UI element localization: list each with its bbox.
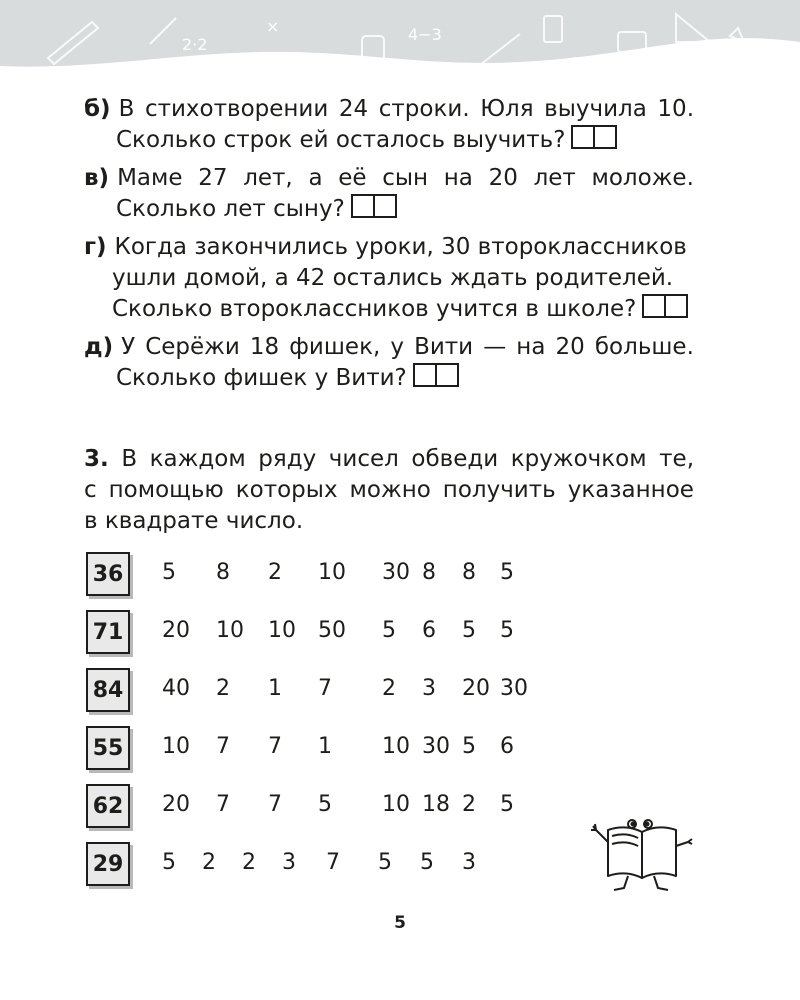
word: лет, xyxy=(243,165,293,191)
row-number[interactable]: 5 xyxy=(318,792,332,817)
task-g-line-2 xyxy=(84,263,694,294)
task-g xyxy=(84,232,694,325)
word: лет xyxy=(533,165,576,191)
answer-box[interactable] xyxy=(413,363,459,387)
word: ряду xyxy=(258,446,317,472)
task-b-line-1 xyxy=(84,94,694,125)
word: строки. xyxy=(378,96,470,122)
task-g-line-3 xyxy=(84,294,694,325)
target-number-box: 29 xyxy=(86,842,130,886)
row-number[interactable]: 30 xyxy=(382,560,410,585)
row-number[interactable]: 2 xyxy=(462,792,476,817)
row-number[interactable]: 5 xyxy=(462,618,476,643)
word: у xyxy=(390,334,404,360)
row-number[interactable]: 8 xyxy=(422,560,436,585)
task-g-line-1 xyxy=(84,232,694,263)
row-number[interactable]: 7 xyxy=(268,734,282,759)
row-number[interactable]: 5 xyxy=(500,560,514,585)
target-number-box: 71 xyxy=(86,610,130,654)
word: 18 xyxy=(249,334,280,360)
row-number[interactable]: 5 xyxy=(378,850,392,875)
doodle-text: 1+6 xyxy=(572,55,598,69)
exercise-3-instructions xyxy=(84,444,694,537)
word: с xyxy=(84,477,97,503)
word: на xyxy=(516,334,546,360)
target-number-box: 36 xyxy=(86,552,130,596)
task-marker: г) xyxy=(84,234,107,260)
word: 24 xyxy=(338,96,369,122)
row-number[interactable]: 30 xyxy=(422,734,450,759)
row-number[interactable]: 8 xyxy=(462,560,476,585)
row-number[interactable]: 7 xyxy=(216,734,230,759)
target-number-box: 84 xyxy=(86,668,130,712)
task-marker: в) xyxy=(84,165,110,191)
word: те, xyxy=(659,446,694,472)
question-text: Сколько второклассников учится в школе? xyxy=(112,296,637,322)
task-marker: д) xyxy=(84,334,114,360)
doodle-text: 2·2 xyxy=(182,35,208,54)
row-number[interactable]: 5 xyxy=(162,850,176,875)
row-number[interactable]: 5 xyxy=(500,618,514,643)
row-number[interactable]: 7 xyxy=(268,792,282,817)
book-mascot-icon xyxy=(588,808,698,896)
word: получить xyxy=(442,477,556,503)
instruction-line-1 xyxy=(84,444,694,475)
doodle-text: 4−3 xyxy=(408,25,442,44)
word: чисел xyxy=(328,446,399,472)
row-number[interactable]: 7 xyxy=(318,676,332,701)
task-b xyxy=(84,94,694,156)
row-number[interactable]: 2 xyxy=(268,560,282,585)
row-number[interactable]: 30 xyxy=(500,676,528,701)
word: 20 xyxy=(488,165,518,191)
row-number[interactable]: 2 xyxy=(382,676,396,701)
task-v-line-1 xyxy=(84,163,694,194)
word: Юля xyxy=(480,96,534,122)
row-number[interactable]: 1 xyxy=(318,734,332,759)
task-d-line-2 xyxy=(84,363,694,394)
word: 10. xyxy=(657,96,694,122)
row-number[interactable]: 10 xyxy=(382,792,410,817)
word: помощью xyxy=(108,477,224,503)
word: Вити xyxy=(414,334,474,360)
row-number[interactable]: 10 xyxy=(216,618,244,643)
sentence: Когда закончились уроки, 30 второклассников xyxy=(114,234,687,260)
word: В xyxy=(121,446,138,472)
row-number[interactable]: 7 xyxy=(326,850,340,875)
word: выучила xyxy=(544,96,647,122)
word: 20 xyxy=(555,334,585,360)
word: сын xyxy=(382,165,429,191)
word: её xyxy=(338,165,367,191)
word: кружочком xyxy=(510,446,647,472)
row-number[interactable]: 3 xyxy=(462,850,476,875)
row-number[interactable]: 1 xyxy=(268,676,282,701)
page-number: 5 xyxy=(394,913,406,933)
row-number[interactable]: 20 xyxy=(162,792,190,817)
instruction-line-2 xyxy=(84,475,694,506)
word-problems xyxy=(84,94,694,401)
word: В xyxy=(118,96,135,122)
word: а xyxy=(308,165,323,191)
row-number[interactable]: 10 xyxy=(382,734,410,759)
row-number[interactable]: 2 xyxy=(242,850,256,875)
word: которых xyxy=(235,477,338,503)
word: Маме xyxy=(117,165,183,191)
row-number[interactable]: 2 xyxy=(216,676,230,701)
word: можно xyxy=(349,477,431,503)
row-number[interactable]: 10 xyxy=(268,618,296,643)
row-number[interactable]: 8 xyxy=(216,560,230,585)
task-marker: б) xyxy=(84,96,111,122)
row-number[interactable]: 2 xyxy=(202,850,216,875)
sentence: ушли домой, а 42 остались ждать родителей. xyxy=(112,265,674,291)
row-number[interactable]: 5 xyxy=(462,734,476,759)
word: моложе. xyxy=(591,165,694,191)
word: указанное xyxy=(567,477,694,503)
row-number[interactable]: 5 xyxy=(162,560,176,585)
row-number[interactable]: 10 xyxy=(162,734,190,759)
task-d-line-1 xyxy=(84,332,694,363)
row-number[interactable]: 5 xyxy=(500,792,514,817)
row-number[interactable]: 40 xyxy=(162,676,190,701)
target-number-box: 62 xyxy=(86,784,130,828)
answer-box[interactable] xyxy=(571,125,617,149)
task-v xyxy=(84,163,694,225)
row-number[interactable]: 20 xyxy=(462,676,490,701)
task-b-line-2 xyxy=(84,125,694,156)
word: — xyxy=(483,334,507,360)
word: 27 xyxy=(198,165,228,191)
answer-box[interactable] xyxy=(642,294,688,318)
row-number[interactable]: 6 xyxy=(422,618,436,643)
question-text: Сколько строк ей осталось выучить? xyxy=(116,127,566,153)
word: на xyxy=(443,165,473,191)
task-v-line-2 xyxy=(84,194,694,225)
word: каждом xyxy=(149,446,246,472)
instruction-line-3: в квадрате число. xyxy=(84,508,304,534)
word: обведи xyxy=(411,446,499,472)
doodle-text: × xyxy=(266,17,280,36)
question-text: Сколько фишек у Вити? xyxy=(116,365,407,391)
exercise-number: 3. xyxy=(84,446,109,472)
row-number[interactable]: 5 xyxy=(420,850,434,875)
row-number[interactable]: 20 xyxy=(162,618,190,643)
header-banner xyxy=(0,0,800,90)
word: Серёжи xyxy=(145,334,240,360)
target-number-box: 55 xyxy=(86,726,130,770)
row-number[interactable]: 50 xyxy=(318,618,346,643)
answer-box[interactable] xyxy=(351,194,397,218)
row-number[interactable]: 10 xyxy=(318,560,346,585)
row-number[interactable]: 5 xyxy=(382,618,396,643)
question-text: Сколько лет сыну? xyxy=(116,196,345,222)
row-number[interactable]: 3 xyxy=(282,850,296,875)
row-number[interactable]: 7 xyxy=(216,792,230,817)
word: больше. xyxy=(594,334,694,360)
word: стихотворении xyxy=(144,96,329,122)
row-number[interactable]: 3 xyxy=(422,676,436,701)
word: У xyxy=(121,334,136,360)
task-d xyxy=(84,332,694,394)
row-number[interactable]: 18 xyxy=(422,792,450,817)
row-number[interactable]: 6 xyxy=(500,734,514,759)
word: фишек, xyxy=(289,334,381,360)
